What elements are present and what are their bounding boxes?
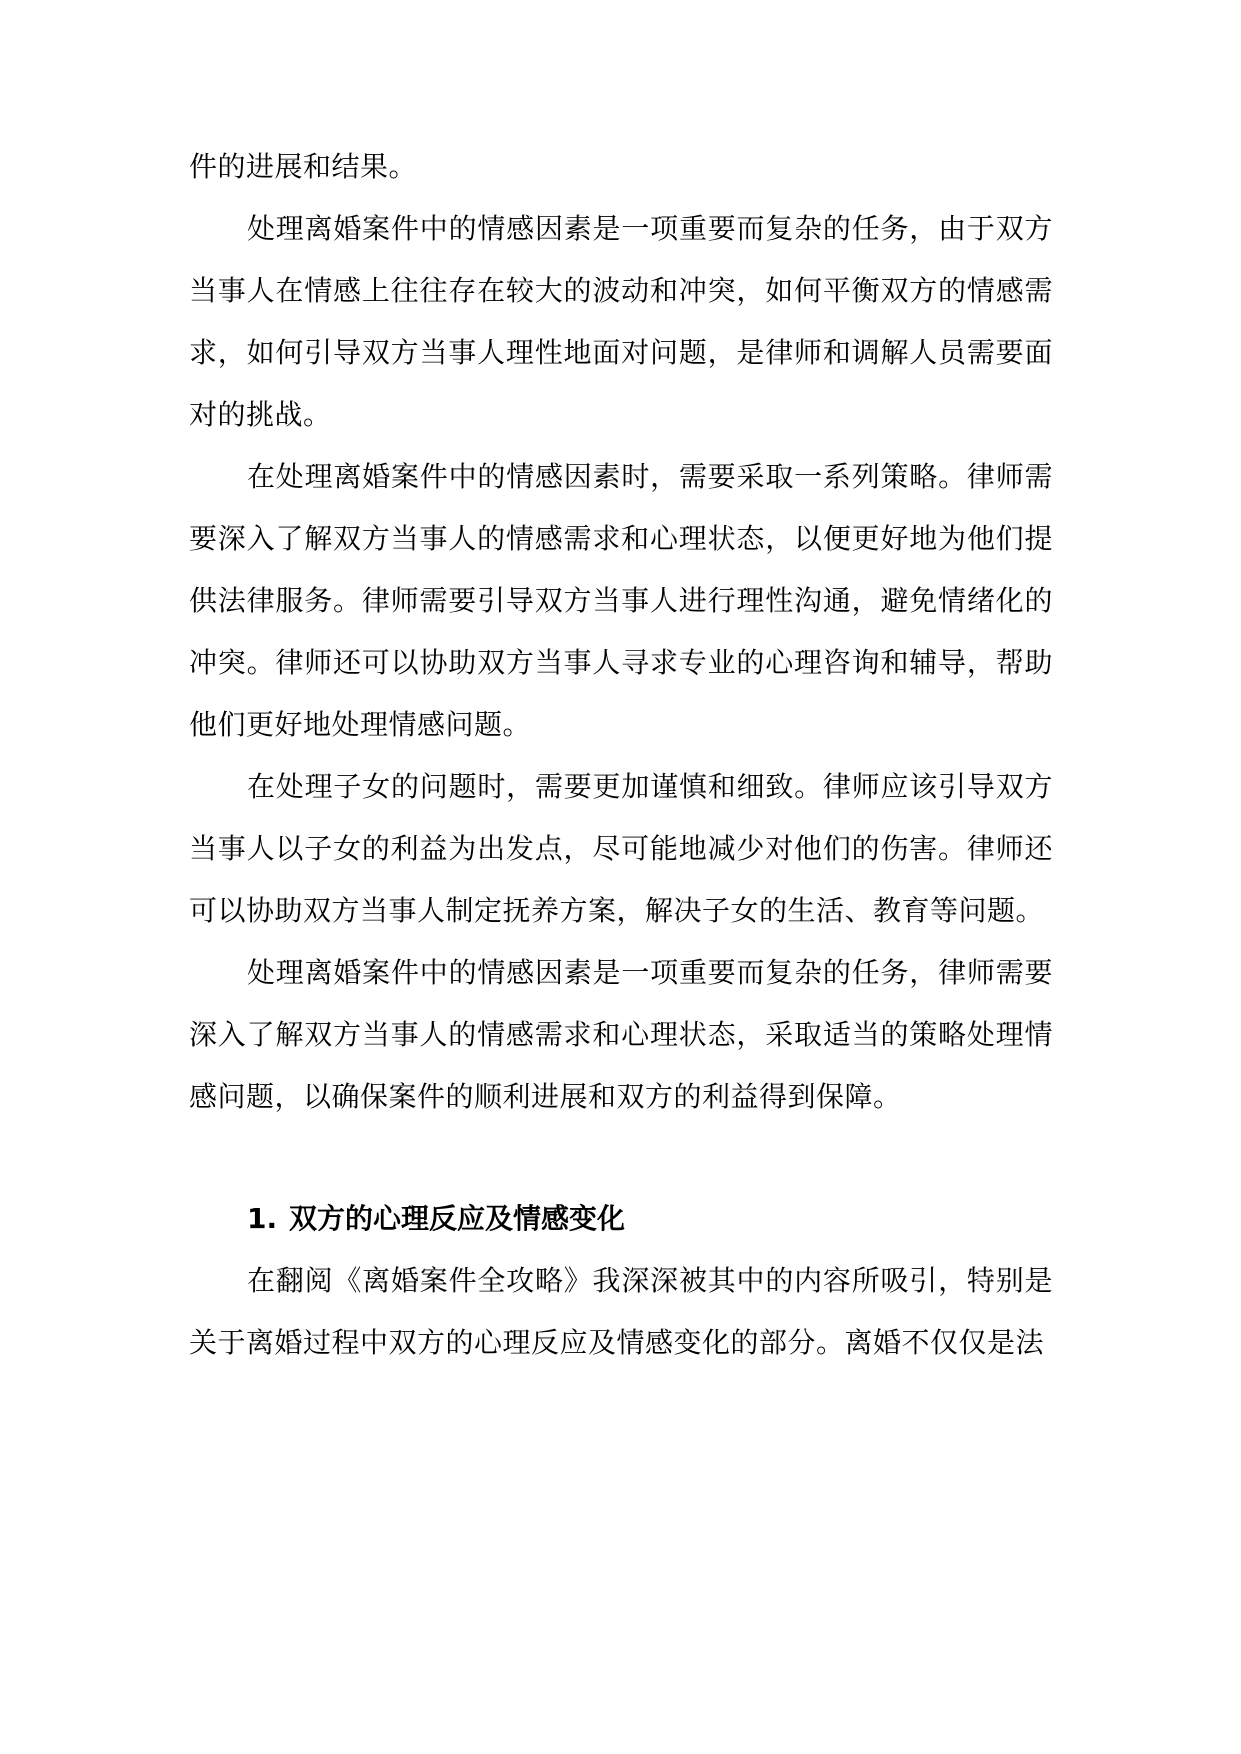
section-title: 双方的心理反应及情感变化 <box>289 1202 626 1235</box>
document-page <box>189 136 1053 1374</box>
paragraph: 处理离婚案件中的情感因素是一项重要而复杂的任务，由于双方当事人在情感上往往存在较大的波动和冲突，如何平衡双方的情感需求，如何引导双方当事人理性地面对问题，是律师和调解人员需要面对的挑战。 <box>189 212 1053 431</box>
paragraph: 在翻阅《离婚案件全攻略》我深深被其中的内容所吸引，特别是关于离婚过程中双方的心理反应及情感变化的部分。离婚不仅仅是法 <box>189 1264 1053 1359</box>
paragraph: 处理离婚案件中的情感因素是一项重要而复杂的任务，律师需要深入了解双方当事人的情感需求和心理状态，采取适当的策略处理情感问题，以确保案件的顺利进展和双方的利益得到保障。 <box>189 956 1053 1113</box>
section-heading <box>189 1188 1053 1250</box>
section-number: 1. <box>247 1202 278 1235</box>
paragraph-continuation: 件的进展和结果。 <box>189 150 418 183</box>
paragraph: 在处理离婚案件中的情感因素时，需要采取一系列策略。律师需要深入了解双方当事人的情感需求和心理状态，以便更好地为他们提供法律服务。律师需要引导双方当事人进行理性沟通，避免情绪化的冲突。律师还可以协助双方当事人寻求专业的心理咨询和辅导，帮助他们更好地处理情感问题。 <box>189 460 1053 741</box>
paragraph: 在处理子女的问题时，需要更加谨慎和细致。律师应该引导双方当事人以子女的利益为出发点，尽可能地减少对他们的伤害。律师还可以协助双方当事人制定抚养方案，解决子女的生活、教育等问题。 <box>189 770 1053 927</box>
